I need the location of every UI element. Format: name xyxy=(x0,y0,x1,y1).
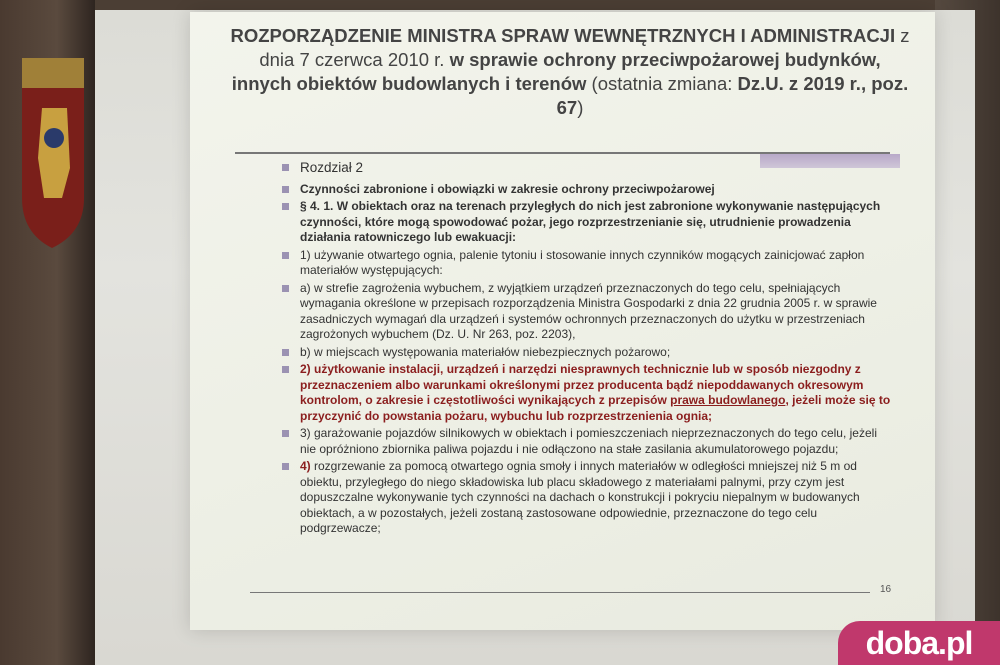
list-item: 3) garażowanie pojazdów silnikowych w obiektach i pomieszczeniach nieprzeznaczonych do tego celu, jeżeli nie opróżniono zbiornika paliwa pojazdu i nie odłączono na stałe zasilania akumulatorowego pojazdu; xyxy=(282,426,892,457)
slide-content xyxy=(282,160,892,539)
page-number: 16 xyxy=(880,584,892,595)
bullet-icon xyxy=(282,164,289,171)
bullet-icon xyxy=(282,285,289,292)
list-item: Rozdział 2 xyxy=(282,160,892,176)
list-item: § 4. 1. W obiektach oraz na terenach przyległych do nich jest zabronione wykonywanie następujących czynności, które mogą spowodować pożar, jego rozprzestrzenianie się, utrudnienie prowadzenia działania ratowniczego lub ewakuacji: xyxy=(282,199,892,246)
list-item: b) w miejscach występowania materiałów niebezpiecznych pożarowo; xyxy=(282,345,892,361)
bullet-icon xyxy=(282,186,289,193)
bullet-icon xyxy=(282,203,289,210)
list-item: 1) używanie otwartego ognia, palenie tytoniu i stosowanie innych czynników mogących zainicjować zapłon materiałów występujących: xyxy=(282,248,892,279)
bullet-icon xyxy=(282,463,289,470)
presentation-slide xyxy=(190,12,935,630)
bullet-icon xyxy=(282,430,289,437)
footer-separator xyxy=(250,592,870,593)
list-item: 2) użytkowanie instalacji, urządzeń i narzędzi niesprawnych technicznie lub w sposób niezgodny z przeznaczeniem albo warunkami określonymi przez producenta bądź niepoddawanych okresowym kontrolom, o zakresie i częstotliwości wynikających z przepisów prawa budowlanego, jeżeli może się to przyczynić do powstania pożaru, wybuchu lub rozprzestrzenienia ognia; xyxy=(282,362,892,424)
list-item: 4) rozgrzewanie za pomocą otwartego ognia smoły i innych materiałów w odległości mniejszej niż 5 m od obiektu, przyległego do niego składowiska lub placu składowego z materiałami palnymi, przy czym jest dopuszczalne wykonywanie tych czynności na dachach o konstrukcji i pokryciu niepalnym w budowanych obiektach, a w pozostałych, jeżeli zostaną zastosowane odpowiednie, przeznaczone do tego celu podgrzewacze; xyxy=(282,459,892,537)
bullet-icon xyxy=(282,252,289,259)
coat-of-arms-emblem xyxy=(22,48,84,253)
slide-title: ROZPORZĄDZENIE MINISTRA SPRAW WEWNĘTRZNYCH I ADMINISTRACJI z dnia 7 czerwca 2010 r. w sprawie ochrony przeciwpożarowej budynków, innych obiektów budowlanych i terenów (ostatnia zmiana: Dz.U. z 2019 r., poz. 67) xyxy=(230,25,910,118)
bullet-icon xyxy=(282,366,289,373)
list-item: a) w strefie zagrożenia wybuchem, z wyjątkiem urządzeń przeznaczonych do tego celu, spełniających wymagania określone w przepisach rozporządzenia Ministra Gospodarki z dnia 22 grudnia 2005 r. w sprawie zasadniczych wymagań dla urządzeń i systemów ochronnych przeznaczonych do użytku w przestrzeniach zagrożonych wybuchem (Dz. U. Nr 263, poz. 2203), xyxy=(282,281,892,343)
bullet-icon xyxy=(282,349,289,356)
list-item: Czynności zabronione i obowiązki w zakresie ochrony przeciwpożarowej xyxy=(282,182,892,198)
watermark-logo: doba.pl xyxy=(838,621,1000,665)
